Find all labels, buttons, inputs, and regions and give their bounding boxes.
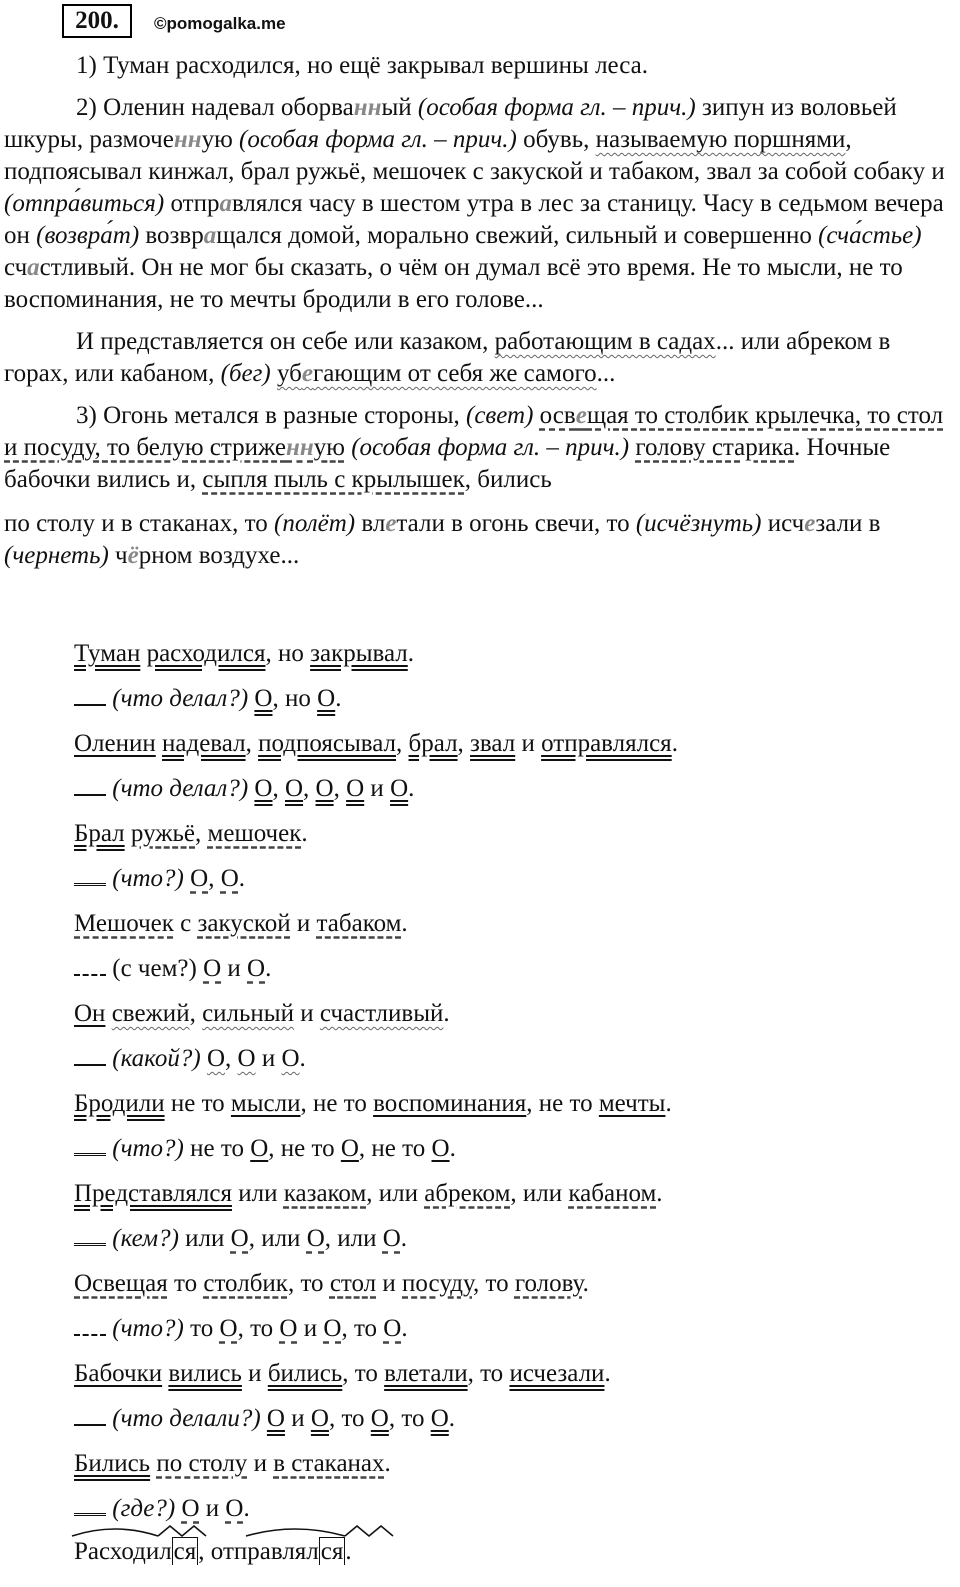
analysis-line: Мешочек с закуской и табаком. (74, 910, 408, 937)
blank-line (74, 684, 106, 706)
analysis-line: Туман расходился, но закрывал. (74, 640, 415, 667)
blank-line (74, 1223, 106, 1246)
blank-line (74, 1044, 106, 1066)
analysis-scheme: (что?) не то О, не то О, не то О. (74, 1133, 456, 1165)
highlight-letter: а (27, 254, 40, 281)
analysis-line: Освещая то столбик, то стол и посуду, то голову. (74, 1270, 589, 1297)
participle-phrase: называемую поршнями (595, 126, 846, 153)
analysis-line: Бабочки вились и бились, то влетали, то исчезали. (74, 1360, 611, 1387)
blank-line (74, 863, 106, 886)
adverbial-phrase: освещая то столбик крылечка, то стол и посуду, то белую стриженную (4, 402, 944, 461)
analysis-line: Брал ружьё, мешочек. (74, 820, 308, 847)
analysis-scheme: (кем?) или О, или О, или О. (74, 1223, 407, 1255)
analysis-line: Представлялся или казаком, или абреком, или кабаном. (74, 1180, 663, 1207)
analysis-line: Бились по столу и в стаканах. (74, 1450, 391, 1477)
analysis-line: Оленин надевал, подпоясывал, брал, звал и отправлялся. (74, 730, 678, 757)
highlight-letter: а (203, 222, 217, 249)
sentence-1: 1) Туман расходился, но ещё закрывал вершины леса. (76, 52, 649, 79)
participle-phrase: убегающим от себя же самого (276, 360, 597, 387)
blank-line (74, 1404, 106, 1426)
analysis-morphemes: Расходился, отправлялся. (74, 1538, 352, 1565)
highlight-letters: нн (173, 126, 202, 153)
blank-line (74, 774, 106, 796)
analysis-scheme: (что?) О, О. (74, 863, 245, 895)
analysis-scheme: (что делали?) О и О, то О, то О. (74, 1403, 455, 1435)
blank-line (74, 1133, 106, 1156)
adverbial-phrase: сыпля пыль с крылышек (202, 466, 465, 493)
highlight-letters: нн (353, 94, 382, 121)
exercise-text (4, 50, 948, 572)
sentence-4: 3) Огонь метался в разные стороны, (свет) освещая то столбик крылечка, то стол и посуду, то белую стриженную (особая форма гл. – прич.) голову старика. Ночные бабочки вились и, сыпля пыль с крылышек, бились (4, 402, 944, 493)
analysis-scheme: (где?) О и О. (74, 1493, 250, 1525)
blank-line (74, 954, 106, 976)
watermark: ©pomogalka.me (154, 14, 286, 33)
sentence-2: 2) Оленин надевал оборванный (особая форма гл. – прич.) зипун из воловьей шкуры, размоченную (особая форма гл. – прич.) обувь, называемую поршнями, подпоясывал кинжал, брал ружьё, мешочек с закуской и табаком, звал за собой собаку и (отпра́виться) отправлялся часу в шестом утра в лес за станицу. Часу в седьмом вечера он (возвра́т) возвращался домой, морально свежий, сильный и совершенно (сча́стье) счастливый. Он не мог бы сказать, о чём он думал всё это время. Не то мысли, не то воспоминания, не то мечты бродили в его голове... (4, 94, 945, 313)
participle-phrase: работающим в садах (494, 328, 716, 355)
analysis-scheme: (с чем?) О и О. (74, 953, 271, 985)
highlight-letter: а (219, 190, 232, 217)
analysis-line: Он свежий, сильный и счастливый. (74, 1000, 450, 1027)
exercise-number: 200. (62, 4, 132, 38)
analysis-scheme: (что делал?) О, но О. (74, 683, 341, 715)
analysis-line: Бродили не то мысли, не то воспоминания, не то мечты. (74, 1090, 672, 1117)
sentence-3: И представляется он себе или казаком, работающим в садах... или абреком в горах, или кабаном, (бег) убегающим от себя же самого... (4, 328, 891, 387)
analysis-scheme: (какой?) О, О и О. (74, 1043, 306, 1075)
sentence-5: по столу и в стаканах, то (полёт) влетали в огонь свечи, то (исчёзнуть) исчезали в (чернеть) чёрном воздухе... (4, 510, 881, 569)
blank-line (74, 1314, 106, 1336)
blank-line (74, 1493, 106, 1516)
analysis-scheme: (что?) то О, то О и О, то О. (74, 1313, 408, 1345)
analysis-scheme: (что делал?) О, О, О, О и О. (74, 773, 414, 805)
